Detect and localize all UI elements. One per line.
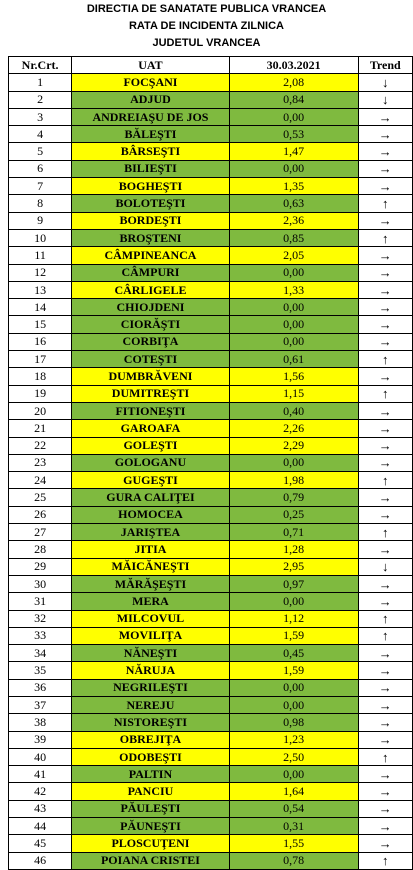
row-number: 8: [9, 195, 72, 212]
row-uat-name: MILCOVUL: [72, 610, 229, 627]
table-body: [9, 74, 413, 870]
row-trend-arrow: ↑: [358, 351, 412, 368]
row-trend-arrow: ↑: [358, 627, 412, 644]
row-incidence-value: 1,33: [229, 281, 358, 298]
row-uat-name: CIORĂŞTI: [72, 316, 229, 333]
row-incidence-value: 1,56: [229, 368, 358, 385]
table-row: [9, 247, 413, 264]
row-incidence-value: 0,40: [229, 402, 358, 419]
table-header-row: [9, 57, 413, 74]
row-number: 21: [9, 420, 72, 437]
row-uat-name: CORBIŢA: [72, 333, 229, 350]
row-uat-name: BĂLEŞTI: [72, 126, 229, 143]
row-incidence-value: 0,71: [229, 524, 358, 541]
row-number: 28: [9, 541, 72, 558]
row-number: 38: [9, 714, 72, 731]
row-uat-name: MOVILIŢA: [72, 627, 229, 644]
table-row: [9, 679, 413, 696]
row-uat-name: GUGEŞTI: [72, 472, 229, 489]
column-header-uat: UAT: [72, 57, 229, 74]
table-row: [9, 229, 413, 246]
row-uat-name: CÂMPURI: [72, 264, 229, 281]
row-uat-name: NĂRUJA: [72, 662, 229, 679]
row-number: 5: [9, 143, 72, 160]
table-row: [9, 126, 413, 143]
row-uat-name: CÂRLIGELE: [72, 281, 229, 298]
table-row: [9, 195, 413, 212]
row-number: 45: [9, 835, 72, 852]
table-row: [9, 385, 413, 402]
row-incidence-value: 1,15: [229, 385, 358, 402]
row-incidence-value: 0,45: [229, 645, 358, 662]
row-incidence-value: 1,55: [229, 835, 358, 852]
row-incidence-value: 0,61: [229, 351, 358, 368]
row-trend-arrow: ↑: [358, 472, 412, 489]
header-subtitle: RATA DE INCIDENTA ZILNICA: [128, 20, 284, 32]
row-incidence-value: 0,97: [229, 575, 358, 592]
row-trend-arrow: →: [358, 160, 412, 177]
row-uat-name: FOCŞANI: [72, 74, 229, 91]
row-uat-name: GOLEŞTI: [72, 437, 229, 454]
row-trend-arrow: →: [358, 264, 412, 281]
row-incidence-value: 1,35: [229, 178, 358, 195]
row-trend-arrow: →: [358, 437, 412, 454]
row-number: 4: [9, 126, 72, 143]
row-uat-name: MERA: [72, 593, 229, 610]
header-title: DIRECTIA DE SANATATE PUBLICA VRANCEA: [86, 3, 327, 15]
incidence-table: [8, 56, 413, 870]
row-trend-arrow: ↑: [358, 524, 412, 541]
row-incidence-value: 0,00: [229, 299, 358, 316]
row-uat-name: MĂICĂNEŞTI: [72, 558, 229, 575]
row-number: 25: [9, 489, 72, 506]
row-incidence-value: 2,36: [229, 212, 358, 229]
row-number: 31: [9, 593, 72, 610]
row-number: 39: [9, 731, 72, 748]
table-row: [9, 835, 413, 852]
table-row: [9, 316, 413, 333]
row-trend-arrow: ↑: [358, 748, 412, 765]
table-row: [9, 748, 413, 765]
table-row: [9, 402, 413, 419]
table-row: [9, 108, 413, 125]
table-row: [9, 662, 413, 679]
row-number: 17: [9, 351, 72, 368]
row-number: 35: [9, 662, 72, 679]
row-incidence-value: 0,00: [229, 766, 358, 783]
row-trend-arrow: →: [358, 489, 412, 506]
row-incidence-value: 1,59: [229, 627, 358, 644]
table-row: [9, 472, 413, 489]
row-number: 29: [9, 558, 72, 575]
row-uat-name: OBREJIŢA: [72, 731, 229, 748]
row-trend-arrow: ↓: [358, 558, 412, 575]
table-row: [9, 645, 413, 662]
row-trend-arrow: →: [358, 454, 412, 471]
row-number: 16: [9, 333, 72, 350]
row-incidence-value: 1,47: [229, 143, 358, 160]
row-uat-name: PĂULEŞTI: [72, 800, 229, 817]
table-row: [9, 299, 413, 316]
row-uat-name: GOLOGANU: [72, 454, 229, 471]
table-row: [9, 143, 413, 160]
row-trend-arrow: →: [358, 835, 412, 852]
row-uat-name: POIANA CRISTEI: [72, 852, 229, 869]
row-uat-name: CHIOJDENI: [72, 299, 229, 316]
row-uat-name: BORDEŞTI: [72, 212, 229, 229]
row-trend-arrow: →: [358, 593, 412, 610]
row-number: 6: [9, 160, 72, 177]
row-uat-name: FITIONEŞTI: [72, 402, 229, 419]
row-uat-name: BILIEŞTI: [72, 160, 229, 177]
row-number: 22: [9, 437, 72, 454]
table-row: [9, 731, 413, 748]
row-incidence-value: 2,95: [229, 558, 358, 575]
row-trend-arrow: →: [358, 402, 412, 419]
row-uat-name: COTEŞTI: [72, 351, 229, 368]
table-row: [9, 575, 413, 592]
row-number: 2: [9, 91, 72, 108]
table-row: [9, 593, 413, 610]
row-trend-arrow: →: [358, 714, 412, 731]
row-trend-arrow: →: [358, 212, 412, 229]
table-row: [9, 818, 413, 835]
row-trend-arrow: →: [358, 783, 412, 800]
row-trend-arrow: →: [358, 679, 412, 696]
column-header-trend: Trend: [358, 57, 412, 74]
row-incidence-value: 0,79: [229, 489, 358, 506]
row-uat-name: PĂUNEŞTI: [72, 818, 229, 835]
row-incidence-value: 0,00: [229, 316, 358, 333]
row-uat-name: MĂRĂŞEŞTI: [72, 575, 229, 592]
table-row: [9, 783, 413, 800]
row-incidence-value: 0,00: [229, 696, 358, 713]
row-number: 20: [9, 402, 72, 419]
row-incidence-value: 0,85: [229, 229, 358, 246]
table-row: [9, 281, 413, 298]
row-uat-name: ANDREIAŞU DE JOS: [72, 108, 229, 125]
row-uat-name: BOGHEŞTI: [72, 178, 229, 195]
column-header-nr: Nr.Crt.: [9, 57, 72, 74]
row-number: 10: [9, 229, 72, 246]
row-trend-arrow: →: [358, 299, 412, 316]
table-row: [9, 852, 413, 869]
table-row: [9, 420, 413, 437]
row-uat-name: BÂRSEŞTI: [72, 143, 229, 160]
row-incidence-value: 0,84: [229, 91, 358, 108]
row-trend-arrow: →: [358, 766, 412, 783]
row-number: 44: [9, 818, 72, 835]
row-incidence-value: 1,64: [229, 783, 358, 800]
row-number: 27: [9, 524, 72, 541]
row-number: 3: [9, 108, 72, 125]
row-incidence-value: 0,25: [229, 506, 358, 523]
row-trend-arrow: →: [358, 645, 412, 662]
row-number: 37: [9, 696, 72, 713]
row-uat-name: ODOBEŞTI: [72, 748, 229, 765]
row-trend-arrow: →: [358, 541, 412, 558]
row-number: 26: [9, 506, 72, 523]
row-incidence-value: 0,54: [229, 800, 358, 817]
row-incidence-value: 0,00: [229, 108, 358, 125]
row-number: 14: [9, 299, 72, 316]
row-incidence-value: 2,08: [229, 74, 358, 91]
row-trend-arrow: ↑: [358, 385, 412, 402]
table-row: [9, 178, 413, 195]
table-row: [9, 212, 413, 229]
row-number: 19: [9, 385, 72, 402]
row-trend-arrow: →: [358, 506, 412, 523]
row-uat-name: ADJUD: [72, 91, 229, 108]
row-trend-arrow: ↑: [358, 229, 412, 246]
table-row: [9, 696, 413, 713]
table-row: [9, 506, 413, 523]
row-trend-arrow: →: [358, 178, 412, 195]
row-number: 43: [9, 800, 72, 817]
row-incidence-value: 0,53: [229, 126, 358, 143]
table-row: [9, 558, 413, 575]
table-row: [9, 368, 413, 385]
row-incidence-value: 0,63: [229, 195, 358, 212]
table-row: [9, 351, 413, 368]
row-number: 32: [9, 610, 72, 627]
row-trend-arrow: ↑: [358, 610, 412, 627]
row-uat-name: DUMBRĂVENI: [72, 368, 229, 385]
table-row: [9, 541, 413, 558]
row-trend-arrow: →: [358, 800, 412, 817]
table-row: [9, 766, 413, 783]
row-number: 46: [9, 852, 72, 869]
table-row: [9, 74, 413, 91]
row-trend-arrow: →: [358, 662, 412, 679]
table-row: [9, 437, 413, 454]
row-uat-name: NĂNEŞTI: [72, 645, 229, 662]
table-row: [9, 800, 413, 817]
row-incidence-value: 2,29: [229, 437, 358, 454]
row-number: 30: [9, 575, 72, 592]
row-trend-arrow: →: [358, 731, 412, 748]
row-trend-arrow: ↓: [358, 91, 412, 108]
table-row: [9, 610, 413, 627]
row-trend-arrow: →: [358, 696, 412, 713]
row-incidence-value: 0,00: [229, 160, 358, 177]
table-row: [9, 333, 413, 350]
table-row: [9, 264, 413, 281]
row-incidence-value: 0,98: [229, 714, 358, 731]
table-row: [9, 160, 413, 177]
header-county: JUDETUL VRANCEA: [152, 37, 261, 49]
row-trend-arrow: →: [358, 126, 412, 143]
row-uat-name: PLOSCUŢENI: [72, 835, 229, 852]
row-incidence-value: 0,31: [229, 818, 358, 835]
row-number: 24: [9, 472, 72, 489]
row-trend-arrow: →: [358, 316, 412, 333]
row-incidence-value: 1,12: [229, 610, 358, 627]
row-uat-name: PALTIN: [72, 766, 229, 783]
row-uat-name: BOLOTEŞTI: [72, 195, 229, 212]
row-uat-name: NEREJU: [72, 696, 229, 713]
row-number: 34: [9, 645, 72, 662]
row-incidence-value: 1,23: [229, 731, 358, 748]
row-incidence-value: 0,00: [229, 454, 358, 471]
column-header-date: 30.03.2021: [229, 57, 358, 74]
row-uat-name: JARIŞTEA: [72, 524, 229, 541]
row-incidence-value: 1,59: [229, 662, 358, 679]
row-number: 33: [9, 627, 72, 644]
table-row: [9, 524, 413, 541]
row-trend-arrow: ↑: [358, 195, 412, 212]
row-incidence-value: 2,05: [229, 247, 358, 264]
row-incidence-value: 2,26: [229, 420, 358, 437]
row-trend-arrow: →: [358, 333, 412, 350]
row-incidence-value: 0,00: [229, 333, 358, 350]
row-number: 40: [9, 748, 72, 765]
row-uat-name: CÂMPINEANCA: [72, 247, 229, 264]
row-uat-name: HOMOCEA: [72, 506, 229, 523]
row-uat-name: GAROAFA: [72, 420, 229, 437]
row-incidence-value: 0,00: [229, 593, 358, 610]
row-uat-name: NISTOREŞTI: [72, 714, 229, 731]
row-uat-name: PANCIU: [72, 783, 229, 800]
row-trend-arrow: ↓: [358, 74, 412, 91]
row-number: 15: [9, 316, 72, 333]
row-uat-name: JITIA: [72, 541, 229, 558]
row-number: 42: [9, 783, 72, 800]
table-row: [9, 91, 413, 108]
row-number: 11: [9, 247, 72, 264]
row-trend-arrow: →: [358, 818, 412, 835]
row-trend-arrow: →: [358, 420, 412, 437]
row-incidence-value: 0,00: [229, 264, 358, 281]
row-number: 18: [9, 368, 72, 385]
row-incidence-value: 0,78: [229, 852, 358, 869]
row-incidence-value: 2,50: [229, 748, 358, 765]
row-number: 1: [9, 74, 72, 91]
row-trend-arrow: →: [358, 143, 412, 160]
row-trend-arrow: →: [358, 368, 412, 385]
row-trend-arrow: →: [358, 281, 412, 298]
row-number: 7: [9, 178, 72, 195]
row-trend-arrow: →: [358, 108, 412, 125]
row-uat-name: NEGRILEŞTI: [72, 679, 229, 696]
row-trend-arrow: →: [358, 575, 412, 592]
row-incidence-value: 0,00: [229, 679, 358, 696]
row-incidence-value: 1,98: [229, 472, 358, 489]
table-row: [9, 714, 413, 731]
table-row: [9, 627, 413, 644]
row-number: 23: [9, 454, 72, 471]
table-row: [9, 454, 413, 471]
row-uat-name: GURA CALIŢEI: [72, 489, 229, 506]
row-trend-arrow: →: [358, 247, 412, 264]
table-row: [9, 489, 413, 506]
row-uat-name: BROŞTENI: [72, 229, 229, 246]
row-number: 13: [9, 281, 72, 298]
row-number: 36: [9, 679, 72, 696]
row-number: 41: [9, 766, 72, 783]
row-trend-arrow: ↑: [358, 852, 412, 869]
row-number: 12: [9, 264, 72, 281]
row-incidence-value: 1,28: [229, 541, 358, 558]
row-number: 9: [9, 212, 72, 229]
row-uat-name: DUMITREŞTI: [72, 385, 229, 402]
